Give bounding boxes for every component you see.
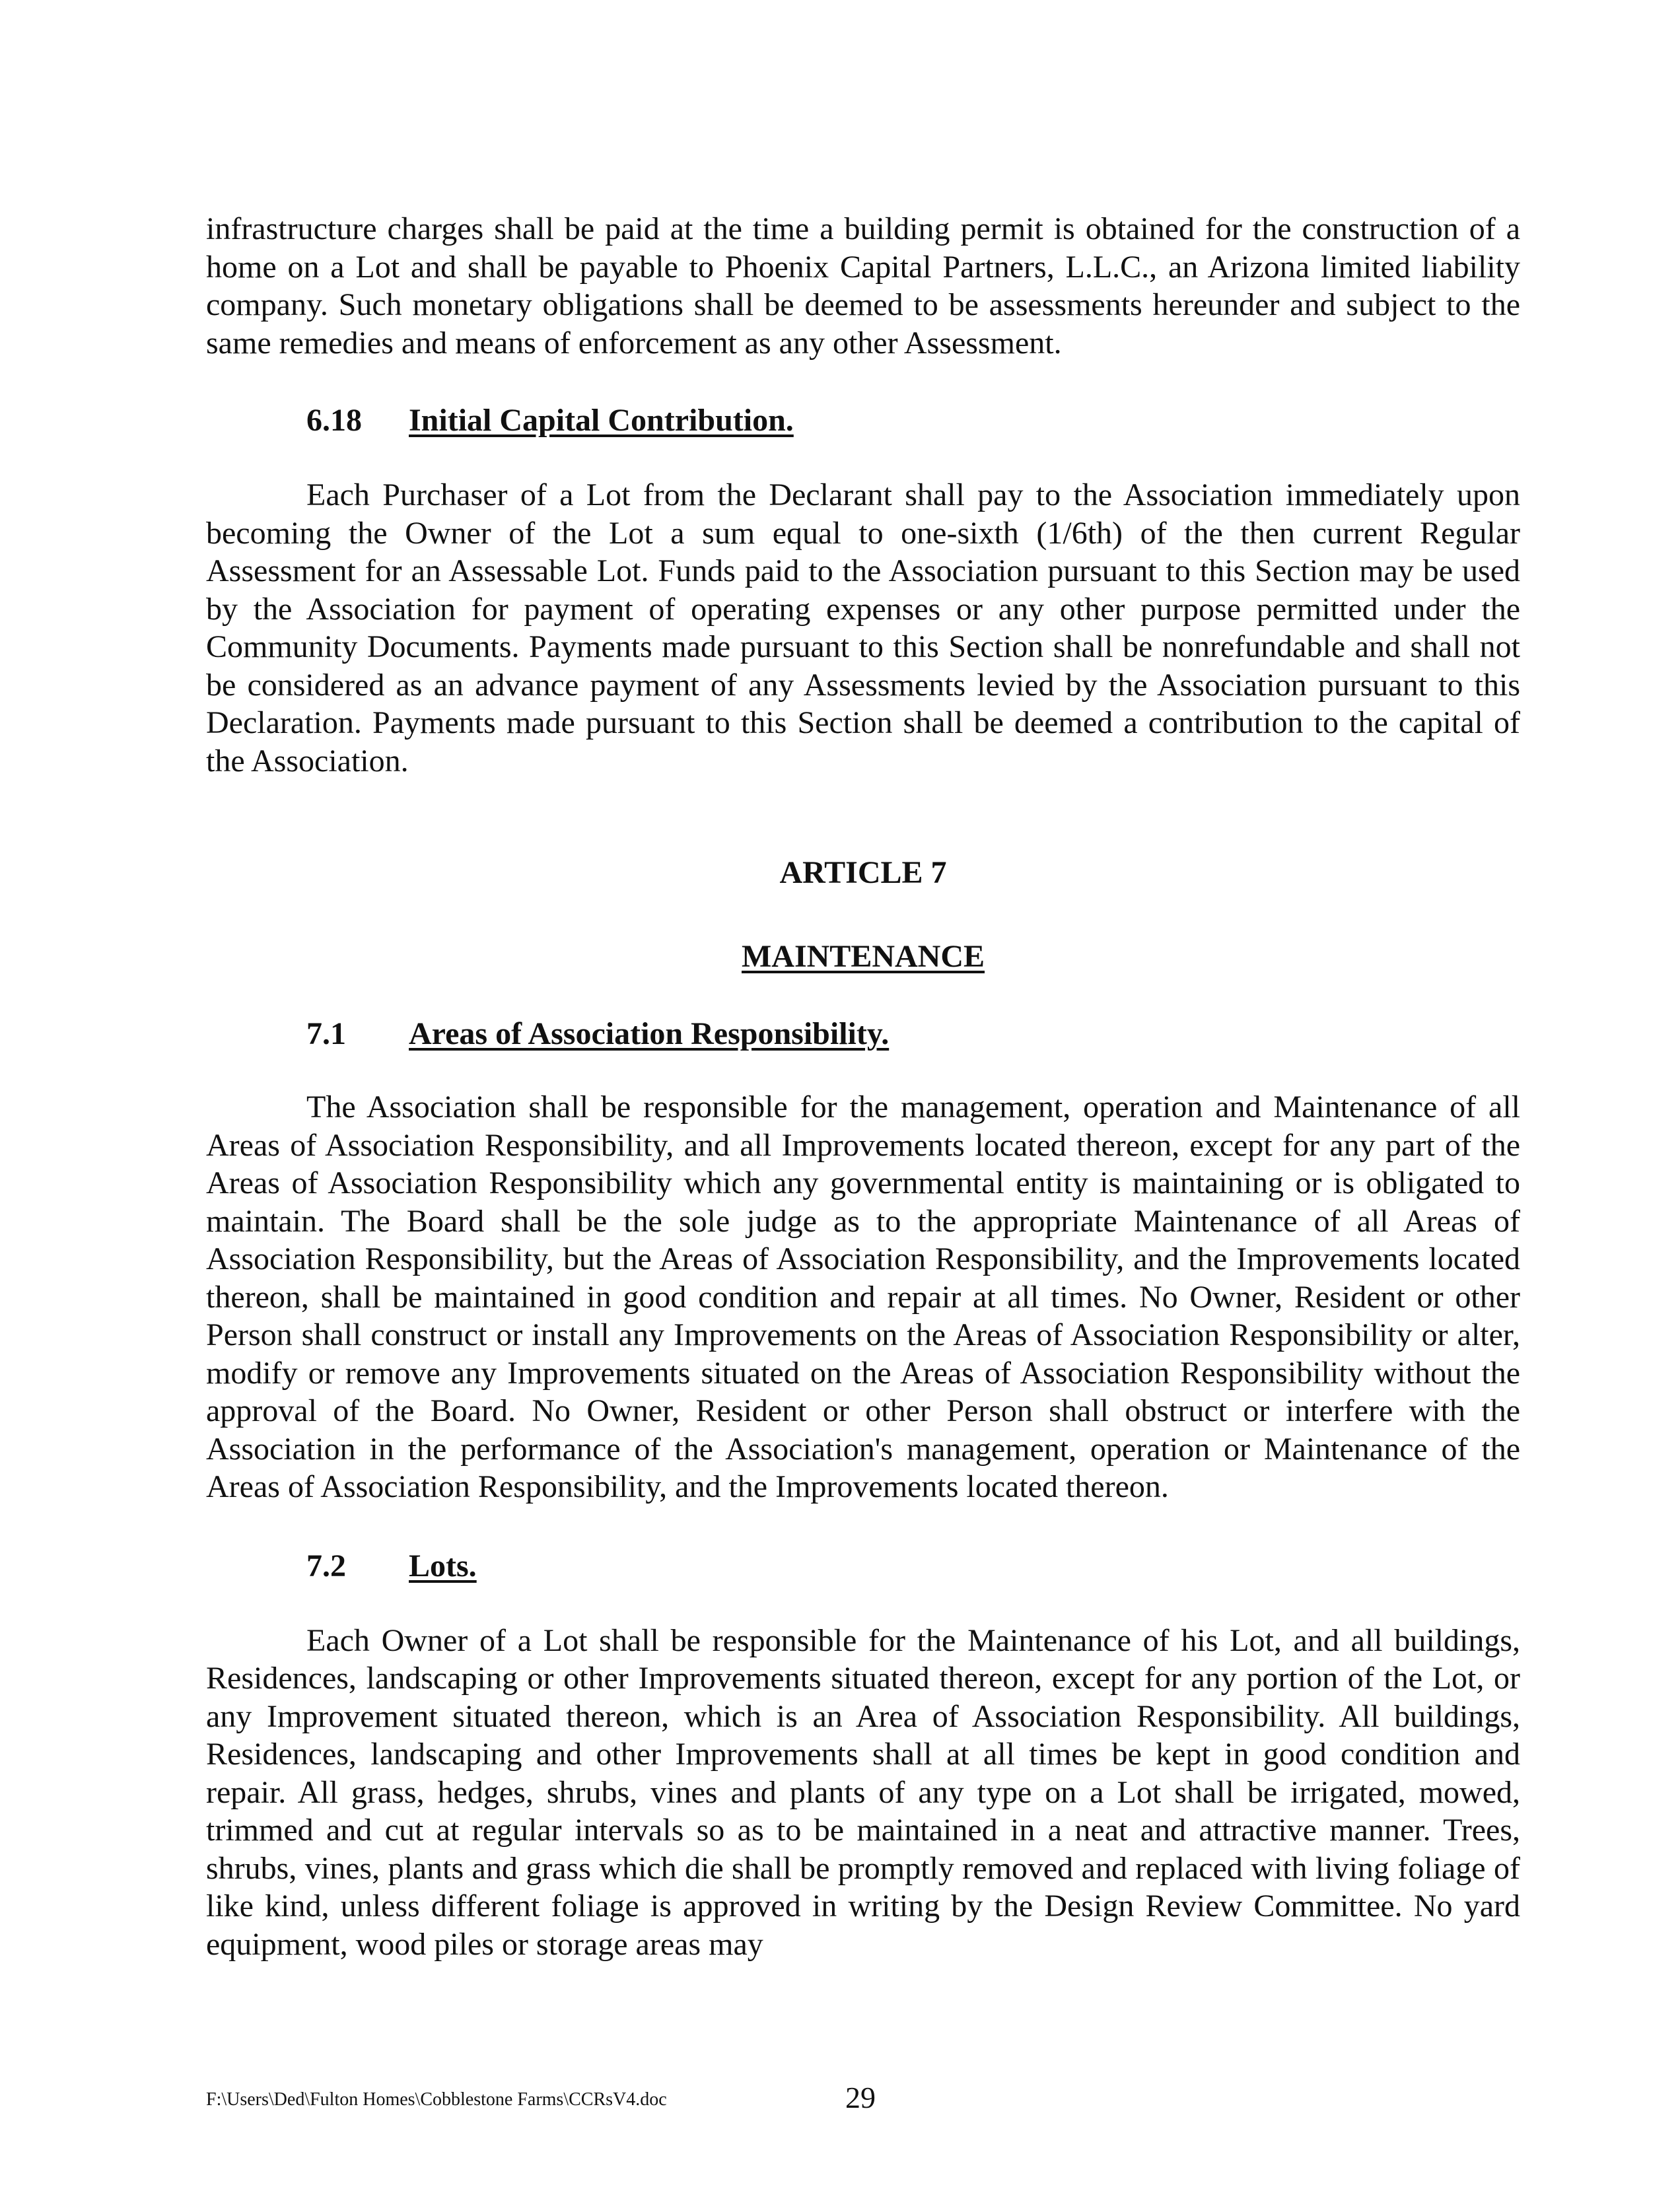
article-title: [206, 938, 1520, 975]
section-title: Lots.: [409, 1548, 477, 1583]
section-7-2-body: Each Owner of a Lot shall be responsible for the Maintenance of his Lot, and all buildings, Residences, landscaping or other Improvements situated thereon, except for any portion of the Lot, or any Improvement situated thereon, which is an Area of Association Responsibility. All buildings, Residences, landscaping and other Improvements shall at all times be kept in good condition and repair. All grass, hedges, shrubs, vines and plants of any type on a Lot shall be irrigated, mowed, trimmed and cut at regular intervals so as to be maintained in a neat and attractive manner. Trees, shrubs, vines, plants and grass which die shall be promptly removed and replaced with living foliage of like kind, unless different foliage is approved in writing by the Design Review Committee. No yard equipment, wood piles or storage areas may: [206, 1622, 1520, 1962]
document-page: [206, 210, 1520, 1963]
section-number: 7.2: [306, 1548, 346, 1583]
section-heading-6-18: [206, 401, 1520, 439]
article-title-text: MAINTENANCE: [741, 939, 985, 974]
section-number: 7.1: [306, 1016, 346, 1051]
section-6-18-body: Each Purchaser of a Lot from the Declarant shall pay to the Association immediately upon becoming the Owner of the Lot a sum equal to one-sixth (1/6th) of the then current Regular Assessment for an Assessable Lot. Funds paid to the Association pursuant to this Section may be used by the Association for payment of operating expenses or any other purpose permitted under the Community Documents. Payments made pursuant to this Section shall be nonrefundable and shall not be considered as an advance payment of any Assessments levied by the Association pursuant to this Declaration. Payments made pursuant to this Section shall be deemed a contribution to the capital of the Association.: [206, 477, 1520, 779]
intro-paragraph: infrastructure charges shall be paid at the time a building permit is obtained for the construction of a home on a Lot and shall be payable to Phoenix Capital Partners, L.L.C., an Arizona limited liability company. Such monetary obligations shall be deemed to be assessments hereunder and subject to the same remedies and means of enforcement as any other Assessment.: [206, 211, 1520, 361]
section-heading-7-1: [206, 1015, 1520, 1053]
section-title: Initial Capital Contribution.: [409, 403, 794, 438]
section-heading-7-2: [206, 1547, 1520, 1585]
footer-file-path: F:\Users\Ded\Fulton Homes\Cobblestone Farms\CCRsV4.doc: [206, 2089, 667, 2110]
page-number: 29: [845, 2081, 876, 2114]
section-title: Areas of Association Responsibility.: [409, 1016, 890, 1051]
section-7-1-body: The Association shall be responsible for the management, operation and Maintenance of all Areas of Association Responsibility, and all Improvements located thereon, except for any part of the Areas of Association Responsibility which any governmental entity is maintaining or is obligated to maintain. The Board shall be the sole judge as to the appropriate Maintenance of all Areas of Association Responsibility, but the Areas of Association Responsibility, and the Improvements located thereon, shall be maintained in good condition and repair at all times. No Owner, Resident or other Person shall construct or install any Improvements on the Areas of Association Responsibility or alter, modify or remove any Improvements situated on the Areas of Association Responsibility without the approval of the Board. No Owner, Resident or other Person shall obstruct or interfere with the Association in the performance of the Association's management, operation or Maintenance of the Areas of Association Responsibility, and the Improvements located thereon.: [206, 1090, 1520, 1504]
article-label: ARTICLE 7: [779, 855, 947, 890]
section-number: 6.18: [306, 403, 362, 438]
